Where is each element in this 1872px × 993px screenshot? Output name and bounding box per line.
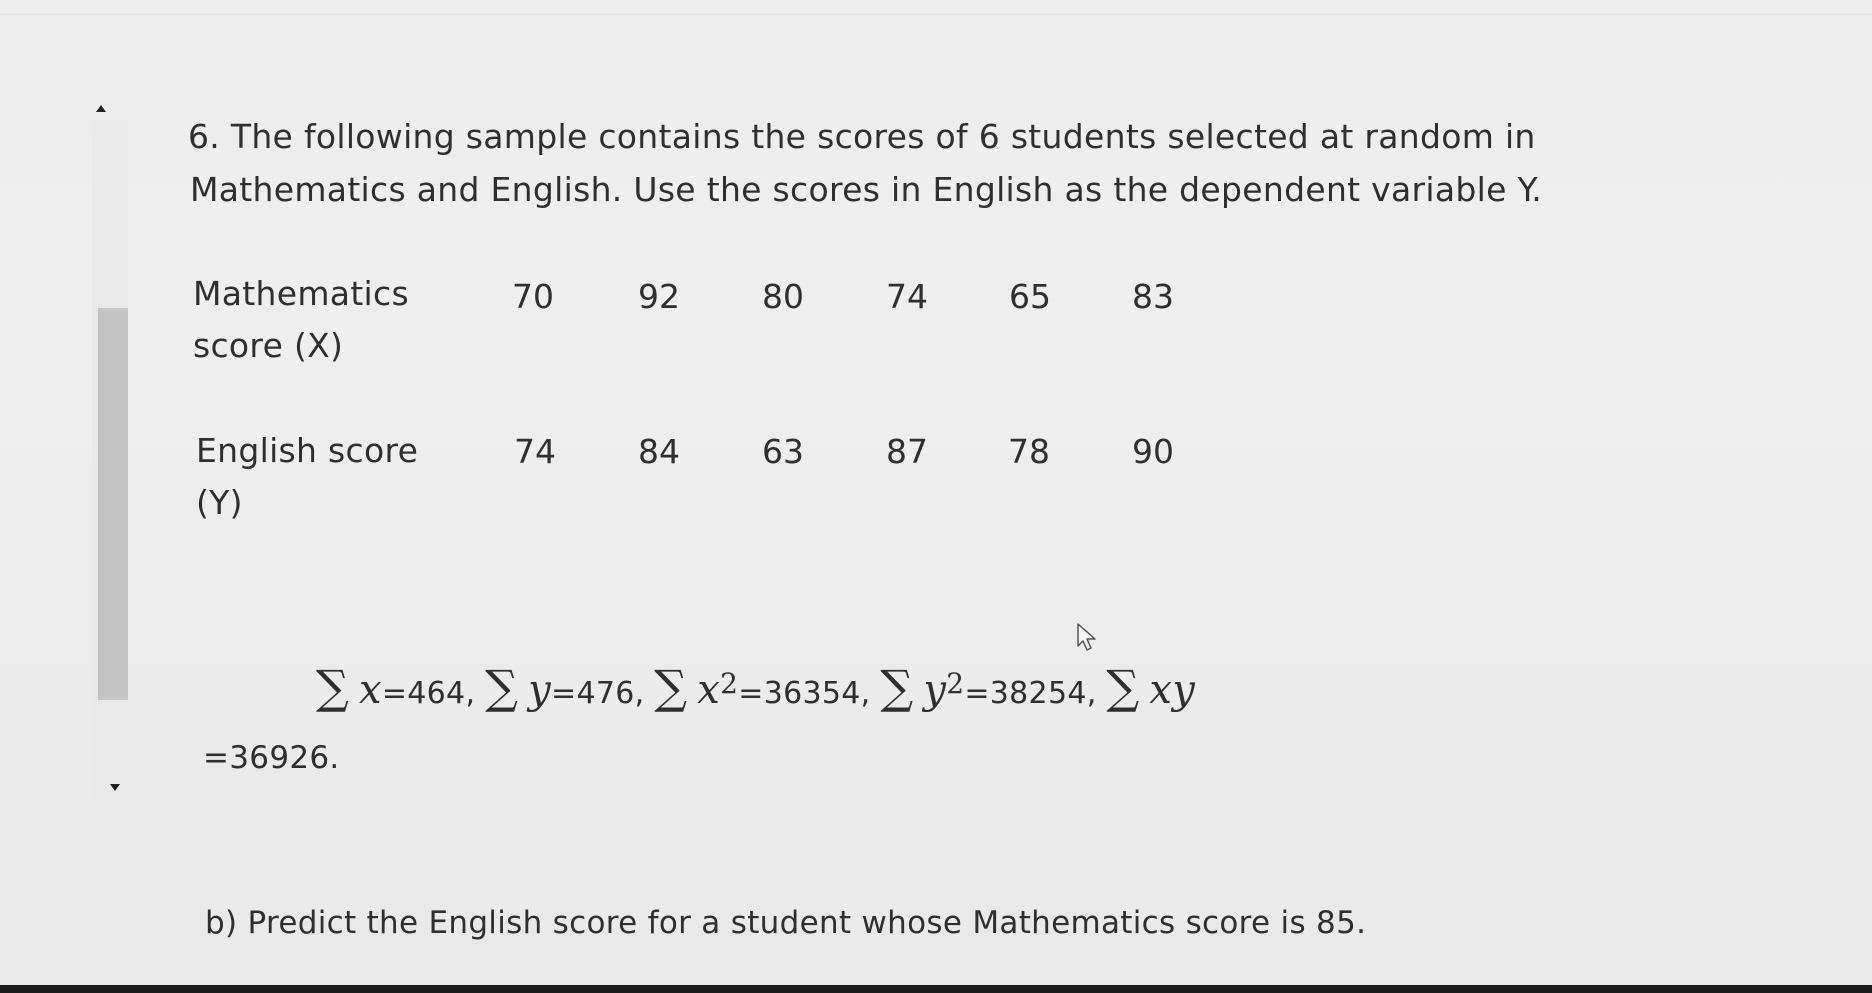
xy-variable: xy: [1149, 667, 1196, 713]
y-variable: y: [528, 667, 552, 713]
y-sum-value: =476,: [551, 676, 645, 711]
y-value-cell: 84: [638, 432, 680, 471]
xy-sum-value: =36926.: [203, 740, 340, 776]
x-variable: x: [358, 667, 382, 713]
y-squared-sum-value: =38254,: [964, 676, 1097, 711]
y-value-cell: 87: [886, 432, 928, 471]
mouse-pointer-icon: [1075, 622, 1101, 654]
sigma-symbol: ∑: [880, 660, 914, 714]
row-y-label-line-1: English score: [196, 431, 419, 470]
x-squared-variable: x: [697, 667, 721, 713]
y-value-cell: 63: [762, 432, 804, 471]
sums-formula: [316, 660, 1196, 714]
y-squared-exponent: 2: [946, 667, 965, 700]
x-value-cell: 92: [638, 277, 680, 316]
sigma-symbol: ∑: [485, 660, 519, 714]
x-squared-sum-value: =36354,: [738, 676, 871, 711]
scrollbar-thumb[interactable]: [98, 308, 128, 700]
row-y-label-line-2: (Y): [196, 483, 243, 522]
sigma-symbol: ∑: [1106, 660, 1140, 714]
part-b-question: b) Predict the English score for a student whose Mathematics score is 85.: [205, 905, 1367, 941]
y-value-cell: 74: [514, 432, 556, 471]
row-x-label-line-1: Mathematics: [193, 274, 409, 313]
x-value-cell: 74: [886, 277, 928, 316]
x-squared-exponent: 2: [720, 667, 739, 700]
x-value-cell: 70: [512, 277, 554, 316]
y-value-cell: 78: [1008, 432, 1050, 471]
question-line-1: 6. The following sample contains the scores of 6 students selected at random in: [188, 117, 1536, 156]
question-line-2: Mathematics and English. Use the scores in English as the dependent variable Y.: [190, 170, 1543, 209]
x-value-cell: 83: [1132, 277, 1174, 316]
x-value-cell: 65: [1009, 277, 1051, 316]
screen-bezel: [0, 985, 1872, 993]
scroll-up-arrow-icon[interactable]: [96, 105, 106, 112]
sigma-symbol: ∑: [316, 660, 350, 714]
top-divider: [0, 14, 1872, 15]
sigma-symbol: ∑: [654, 660, 688, 714]
scroll-down-arrow-icon[interactable]: [110, 784, 120, 791]
y-squared-variable: y: [923, 667, 947, 713]
x-sum-value: =464,: [381, 676, 476, 711]
x-value-cell: 80: [762, 277, 804, 316]
y-value-cell: 90: [1132, 432, 1174, 471]
row-x-label-line-2: score (X): [193, 326, 344, 365]
